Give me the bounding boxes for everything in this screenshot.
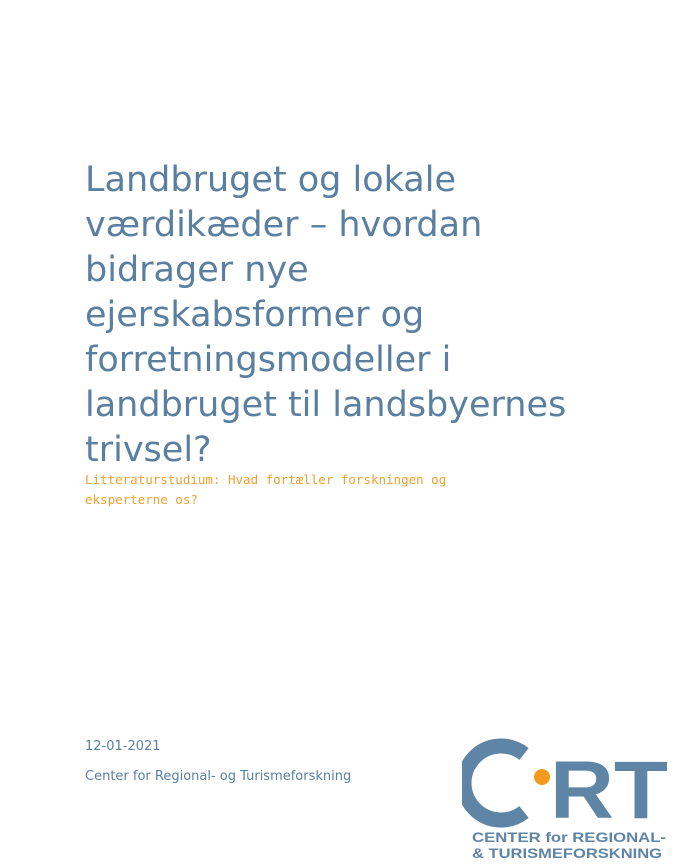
title-line: forretningsmodeller i bbox=[85, 340, 452, 380]
crt-logo-icon bbox=[464, 746, 524, 820]
title-line: Landbruget og lokale bbox=[85, 160, 456, 200]
subtitle-line: Litteraturstudium: Hvad fortæller forskningen og bbox=[85, 472, 447, 487]
title-line: landbruget til landsbyernes bbox=[85, 385, 567, 425]
crt-logo-dot bbox=[534, 769, 550, 785]
document-date: 12-01-2021 bbox=[85, 739, 161, 754]
document-subtitle bbox=[85, 470, 555, 510]
crt-logo bbox=[462, 736, 672, 862]
crt-logo-line1: CENTER for REGIONAL- bbox=[472, 829, 667, 845]
title-line: værdikæder – hvordan bbox=[85, 205, 483, 245]
subtitle-line: eksperterne os? bbox=[85, 492, 198, 507]
title-line: trivsel? bbox=[85, 430, 212, 470]
document-title bbox=[85, 158, 645, 473]
crt-logo-line2: & TURISMEFORSKNING bbox=[472, 845, 663, 861]
document-organization: Center for Regional- og Turismeforskning bbox=[85, 769, 352, 784]
title-line: ejerskabsformer og bbox=[85, 295, 425, 335]
title-line: bidrager nye bbox=[85, 250, 309, 290]
crt-logo-mark: RT bbox=[550, 745, 668, 836]
